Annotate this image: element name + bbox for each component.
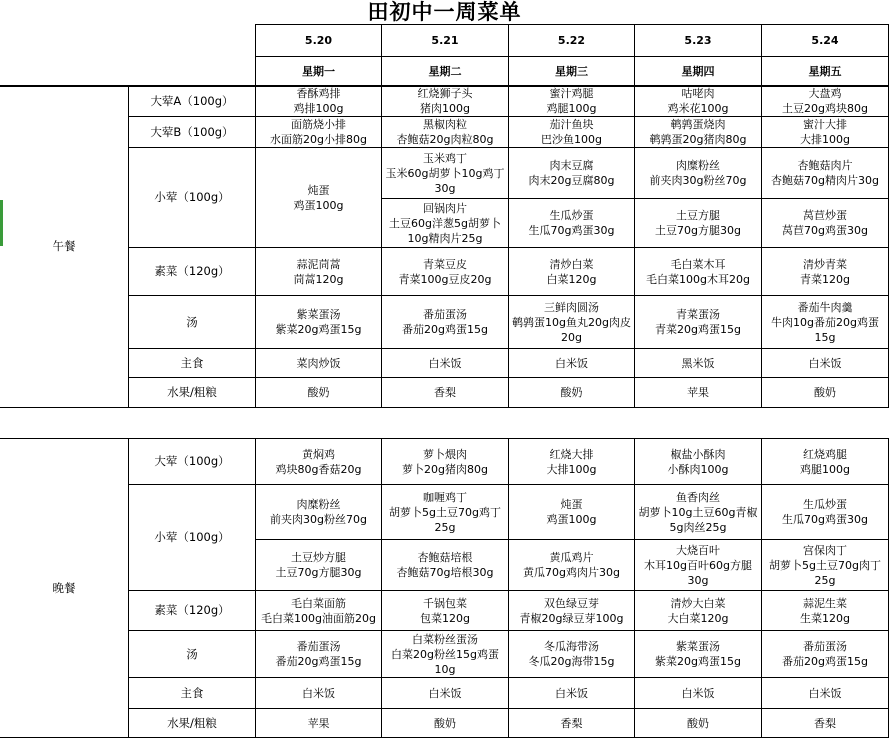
dish-name: 苹果 [307, 716, 330, 730]
category-label [129, 485, 256, 591]
dish-cell [256, 86, 382, 117]
dish-ingredients: 鸡蛋100g [293, 198, 344, 212]
dish-ingredients: 生菜120g [800, 611, 850, 625]
dish-cell [635, 199, 762, 248]
dish-name: 白菜粉丝蛋汤 [412, 632, 478, 646]
dish-ingredients: 莴苣70g鸡蛋30g [782, 224, 868, 237]
dish-name: 鹌鹑蛋烧肉 [670, 118, 726, 131]
dish-cell [382, 439, 509, 485]
dish-cell [256, 631, 382, 678]
dish-name: 肉糜粉丝 [676, 159, 720, 172]
dish-name: 小荤（100g） [154, 190, 230, 204]
dish-name: 白米饭 [302, 686, 335, 700]
dish-cell [256, 148, 382, 248]
dish-name: 红烧大排 [549, 447, 594, 461]
dish-cell [382, 591, 509, 631]
dish-name: 5.21 [431, 33, 459, 47]
dish-name: 紫菜蛋汤 [296, 308, 341, 321]
dish-name: 素菜（120g） [154, 264, 230, 278]
dish-name: 三鲜肉圆汤 [544, 300, 599, 314]
dish-cell [635, 248, 762, 296]
category-label [129, 148, 256, 248]
dish-cell [762, 296, 889, 349]
dish-name: 素菜（120g） [154, 603, 230, 617]
dish-name: 鱼香肉丝 [676, 490, 720, 504]
dish-name: 番茄蛋汤 [423, 308, 467, 321]
dish-name: 汤 [186, 646, 198, 661]
dish-name: 星期二 [428, 64, 462, 78]
dish-cell [635, 117, 762, 148]
dish-name: 清炒大白菜 [670, 596, 726, 610]
dish-name: 青菜蛋汤 [676, 308, 720, 321]
dish-name: 主食 [180, 355, 204, 370]
dish-ingredients: 鸡排100g [293, 102, 344, 115]
dish-ingredients: 杏鲍菇70g精肉片30g [771, 174, 879, 187]
dish-ingredients: 土豆70g方腿30g [655, 224, 741, 237]
dish-cell [256, 709, 382, 738]
dish-name: 苹果 [687, 386, 709, 399]
dish-ingredients: 土豆20g鸡块80g [782, 102, 868, 115]
dish-cell [382, 631, 509, 678]
dish-cell [509, 117, 635, 148]
dish-name: 香梨 [814, 716, 836, 730]
dish-cell [509, 148, 635, 199]
dish-ingredients: 杏鲍菇70g培根30g [396, 566, 494, 579]
dish-name: 大烧百叶 [676, 543, 720, 557]
category-label [129, 378, 256, 408]
dish-name: 酸奶 [434, 716, 456, 730]
dish-cell [762, 148, 889, 199]
dish-name: 玉米鸡丁 [423, 151, 467, 165]
date-header [509, 24, 635, 57]
dish-name: 酸奶 [814, 386, 836, 399]
dish-cell [509, 248, 635, 296]
weekday-header [635, 57, 762, 86]
dish-cell [509, 678, 635, 709]
dish-ingredients: 白菜20g粉丝15g鸡蛋10g [391, 647, 499, 676]
dish-name: 酸奶 [307, 386, 330, 399]
dish-cell [635, 296, 762, 349]
date-header [382, 24, 509, 57]
dish-name: 白米饭 [681, 686, 715, 700]
dish-name: 水果/粗粮 [167, 715, 217, 730]
dish-name: 毛白菜面筋 [291, 596, 346, 610]
dish-name: 黑米饭 [681, 356, 715, 370]
dish-cell [509, 631, 635, 678]
dish-ingredients: 木耳10g百叶60g方腿30g [644, 558, 752, 587]
dish-name: 蜜汁鸡腿 [549, 87, 594, 100]
dish-ingredients: 紫菜20g鸡蛋15g [275, 323, 362, 336]
dish-cell [635, 349, 762, 378]
dish-name: 千锅包菜 [423, 596, 467, 610]
dish-ingredients: 黄瓜70g鸡肉片30g [523, 566, 620, 579]
dish-cell [762, 678, 889, 709]
category-label [129, 591, 256, 631]
dish-name: 香酥鸡排 [296, 87, 341, 100]
dish-ingredients: 鸡腿100g [800, 462, 850, 476]
dish-name: 杏鲍菇培根 [417, 551, 473, 564]
dish-cell [382, 485, 509, 540]
dish-name: 菜肉炒饭 [296, 356, 341, 370]
dish-ingredients: 鸡米花100g [667, 102, 729, 115]
dish-name: 炖蛋 [560, 498, 583, 511]
dish-name: 炖蛋 [307, 183, 330, 197]
dish-cell [762, 349, 889, 378]
dish-cell [762, 117, 889, 148]
dish-name: 肉糜粉丝 [296, 498, 341, 511]
dish-name: 番茄蛋汤 [803, 640, 847, 653]
dish-name: 椒盐小酥肉 [670, 447, 726, 461]
dish-cell [509, 439, 635, 485]
dish-ingredients: 前夹肉30g粉丝70g [649, 174, 747, 187]
dish-name: 黑椒肉粒 [423, 118, 467, 131]
dish-ingredients: 水面筋20g小排80g [270, 133, 367, 146]
dish-cell [509, 86, 635, 117]
dish-name: 黄焖鸡 [302, 447, 335, 461]
dish-cell [762, 86, 889, 117]
dish-cell [256, 591, 382, 631]
dish-name: 大荤B（100g） [150, 124, 234, 139]
dish-cell [256, 439, 382, 485]
dish-name: 蜜汁大排 [803, 118, 847, 131]
dish-cell [382, 709, 509, 738]
dish-cell [256, 678, 382, 709]
dish-ingredients: 青菜120g [800, 272, 850, 286]
dish-cell [509, 540, 635, 591]
dish-ingredients: 巴沙鱼100g [541, 133, 602, 146]
category-label [129, 248, 256, 296]
dish-name: 咕咾肉 [681, 87, 715, 100]
dish-name: 星期三 [555, 64, 588, 78]
dish-name: 毛白菜木耳 [670, 257, 726, 271]
category-label [129, 709, 256, 738]
dish-ingredients: 茼蒿120g [293, 272, 344, 286]
dish-name: 白米饭 [428, 686, 462, 700]
dish-cell [635, 148, 762, 199]
dish-ingredients: 小酥肉100g [667, 462, 729, 476]
dish-name: 面筋烧小排 [291, 118, 346, 131]
dish-name: 冬瓜海带汤 [544, 640, 599, 653]
dish-ingredients: 毛白菜100g木耳20g [646, 272, 750, 286]
dish-cell [635, 709, 762, 738]
dish-ingredients: 生瓜70g鸡蛋30g [782, 513, 868, 526]
category-label [129, 117, 256, 148]
dish-ingredients: 大排100g [800, 133, 850, 146]
dish-cell [256, 349, 382, 378]
dish-name: 生瓜炒蛋 [803, 498, 847, 511]
dish-name: 蒜泥茼蒿 [296, 257, 341, 271]
dish-cell [635, 591, 762, 631]
dish-cell [382, 199, 509, 248]
dish-cell [509, 349, 635, 378]
dish-name: 酸奶 [687, 716, 709, 730]
dish-name: 红烧鸡腿 [803, 447, 847, 461]
dish-cell [635, 540, 762, 591]
dish-ingredients: 包菜120g [420, 611, 470, 625]
dish-ingredients: 青椒20g绿豆芽100g [519, 611, 624, 625]
dish-ingredients: 杏鲍菇20g肉粒80g [396, 133, 494, 146]
dish-name: 酸奶 [560, 386, 583, 399]
dish-ingredients: 大排100g [546, 462, 597, 476]
dish-cell [762, 439, 889, 485]
dish-name: 青菜豆皮 [423, 257, 467, 271]
dish-cell [382, 86, 509, 117]
dish-name: 大荤（100g） [154, 454, 230, 468]
dish-name: 午餐 [52, 239, 76, 253]
meal-label-dinner [0, 439, 129, 738]
dish-name: 大盘鸡 [808, 87, 842, 100]
dish-name: 萝卜煨肉 [423, 447, 467, 461]
dish-ingredients: 胡萝卜5g土豆70g鸡丁25g [389, 505, 501, 534]
dish-name: 5.24 [811, 33, 839, 47]
dish-cell [635, 485, 762, 540]
dish-ingredients: 毛白菜100g油面筋20g [261, 611, 376, 625]
category-label [129, 349, 256, 378]
dish-cell [762, 378, 889, 408]
dish-cell [509, 378, 635, 408]
dish-cell [635, 678, 762, 709]
dish-ingredients: 青菜100g豆皮20g [398, 272, 492, 286]
dish-ingredients: 前夹肉30g粉丝70g [270, 513, 367, 526]
dish-name: 清炒白菜 [549, 257, 594, 271]
dish-name: 土豆方腿 [676, 209, 720, 222]
dish-cell [382, 296, 509, 349]
dish-name: 小荤（100g） [154, 530, 230, 544]
dish-name: 红烧狮子头 [417, 87, 473, 100]
dish-ingredients: 胡萝卜5g土豆70g肉丁25g [769, 558, 881, 587]
dish-cell [635, 378, 762, 408]
dish-ingredients: 番茄20g鸡蛋15g [782, 655, 868, 668]
weekday-header [509, 57, 635, 86]
dish-ingredients: 白菜120g [546, 272, 597, 286]
dish-name: 水果/粗粮 [167, 385, 217, 399]
dish-name: 白米饭 [808, 686, 842, 700]
category-label [129, 296, 256, 349]
dish-ingredients: 鹌鹑蛋20g猪肉80g [649, 133, 747, 146]
dish-name: 番茄蛋汤 [296, 640, 341, 653]
dish-name: 白米饭 [428, 356, 462, 370]
dish-name: 杏鲍菇肉片 [797, 159, 853, 172]
dish-name: 咖喱鸡丁 [423, 490, 467, 504]
menu-title: 田初中一周菜单 [367, 0, 522, 24]
dish-name: 5.23 [684, 33, 712, 47]
dish-name: 5.20 [304, 33, 333, 47]
dish-name: 香梨 [434, 386, 456, 399]
dish-cell [635, 439, 762, 485]
dish-cell [382, 148, 509, 199]
dish-name: 蒜泥生菜 [803, 596, 847, 610]
dish-ingredients: 鹌鹑蛋10g鱼丸20g肉皮20g [512, 315, 631, 344]
dish-name: 白米饭 [808, 356, 842, 370]
dish-ingredients: 牛肉10g番茄20g鸡蛋15g [771, 315, 879, 344]
dish-ingredients: 玉米60g胡萝卜10g鸡丁30g [385, 166, 505, 195]
dish-ingredients: 紫菜20g鸡蛋15g [655, 655, 741, 668]
dish-ingredients: 猪肉100g [420, 102, 470, 115]
dish-cell [762, 199, 889, 248]
dish-cell [382, 678, 509, 709]
dish-name: 紫菜蛋汤 [676, 640, 720, 653]
dish-ingredients: 胡萝卜10g土豆60g青椒5g肉丝25g [638, 505, 758, 534]
header-corner [0, 24, 256, 86]
dish-name: 星期五 [808, 64, 842, 78]
dish-name: 大荤A（100g） [150, 93, 234, 108]
dish-ingredients: 肉末20g豆腐80g [528, 174, 615, 187]
dish-ingredients: 鸡腿100g [546, 102, 597, 115]
category-label [129, 631, 256, 678]
dish-name: 星期一 [302, 64, 335, 78]
dish-cell [509, 591, 635, 631]
weekday-header [762, 57, 889, 86]
date-header [762, 24, 889, 57]
dish-cell [382, 349, 509, 378]
dish-cell [762, 485, 889, 540]
dish-ingredients: 番茄20g鸡蛋15g [402, 323, 488, 336]
dish-cell [256, 117, 382, 148]
dish-cell [762, 540, 889, 591]
dish-cell [256, 296, 382, 349]
dish-cell [256, 378, 382, 408]
dish-name: 宫保肉丁 [803, 543, 847, 557]
dish-cell [256, 540, 382, 591]
dish-cell [762, 709, 889, 738]
dish-name: 黄瓜鸡片 [549, 551, 594, 564]
dish-cell [762, 631, 889, 678]
dish-ingredients: 青菜20g鸡蛋15g [655, 323, 741, 336]
dish-cell [509, 709, 635, 738]
dish-name: 白米饭 [555, 686, 588, 700]
dish-cell [509, 199, 635, 248]
dish-ingredients: 土豆70g方腿30g [275, 566, 362, 579]
dish-ingredients: 生瓜70g鸡蛋30g [528, 224, 615, 237]
dish-cell [635, 631, 762, 678]
dish-name: 5.22 [557, 33, 586, 47]
dish-ingredients: 土豆60g洋葱5g胡萝卜10g精肉片25g [389, 216, 501, 245]
dish-cell [382, 248, 509, 296]
dish-name: 白米饭 [555, 356, 588, 370]
dish-ingredients: 萝卜20g猪肉80g [402, 462, 488, 476]
meal-label-lunch [0, 86, 129, 408]
weekday-header [382, 57, 509, 86]
category-label [129, 678, 256, 709]
dish-name: 晚餐 [52, 580, 76, 595]
dish-ingredients: 番茄20g鸡蛋15g [275, 655, 362, 668]
category-label [129, 439, 256, 485]
dish-ingredients: 鸡块80g香菇20g [275, 462, 362, 476]
dish-name: 汤 [186, 314, 198, 329]
dish-cell [635, 86, 762, 117]
dish-name: 主食 [180, 685, 204, 700]
dish-cell [382, 378, 509, 408]
dish-cell [762, 248, 889, 296]
dish-name: 番茄牛肉羹 [797, 300, 853, 314]
category-label [129, 86, 256, 117]
dish-cell [509, 485, 635, 540]
dish-name: 回锅肉片 [423, 201, 467, 215]
dish-ingredients: 大白菜120g [667, 611, 729, 625]
date-header [635, 24, 762, 57]
dish-ingredients: 鸡蛋100g [546, 513, 597, 526]
dish-cell [256, 248, 382, 296]
dish-cell [762, 591, 889, 631]
dish-name: 星期四 [681, 64, 715, 78]
dish-name: 生瓜炒蛋 [549, 209, 594, 222]
weekday-header [256, 57, 382, 86]
dish-name: 茄汁鱼块 [549, 118, 594, 131]
dish-name: 双色绿豆芽 [544, 596, 599, 610]
dish-name: 肉末豆腐 [549, 159, 594, 172]
dish-cell [256, 485, 382, 540]
dish-cell [509, 296, 635, 349]
dish-name: 香梨 [560, 716, 583, 730]
dish-name: 莴苣炒蛋 [803, 209, 847, 222]
dish-cell [382, 540, 509, 591]
dish-name: 清炒青菜 [803, 257, 847, 271]
dish-cell [382, 117, 509, 148]
dish-ingredients: 冬瓜20g海带15g [528, 655, 615, 668]
date-header [256, 24, 382, 57]
dish-name: 土豆炒方腿 [291, 551, 346, 564]
